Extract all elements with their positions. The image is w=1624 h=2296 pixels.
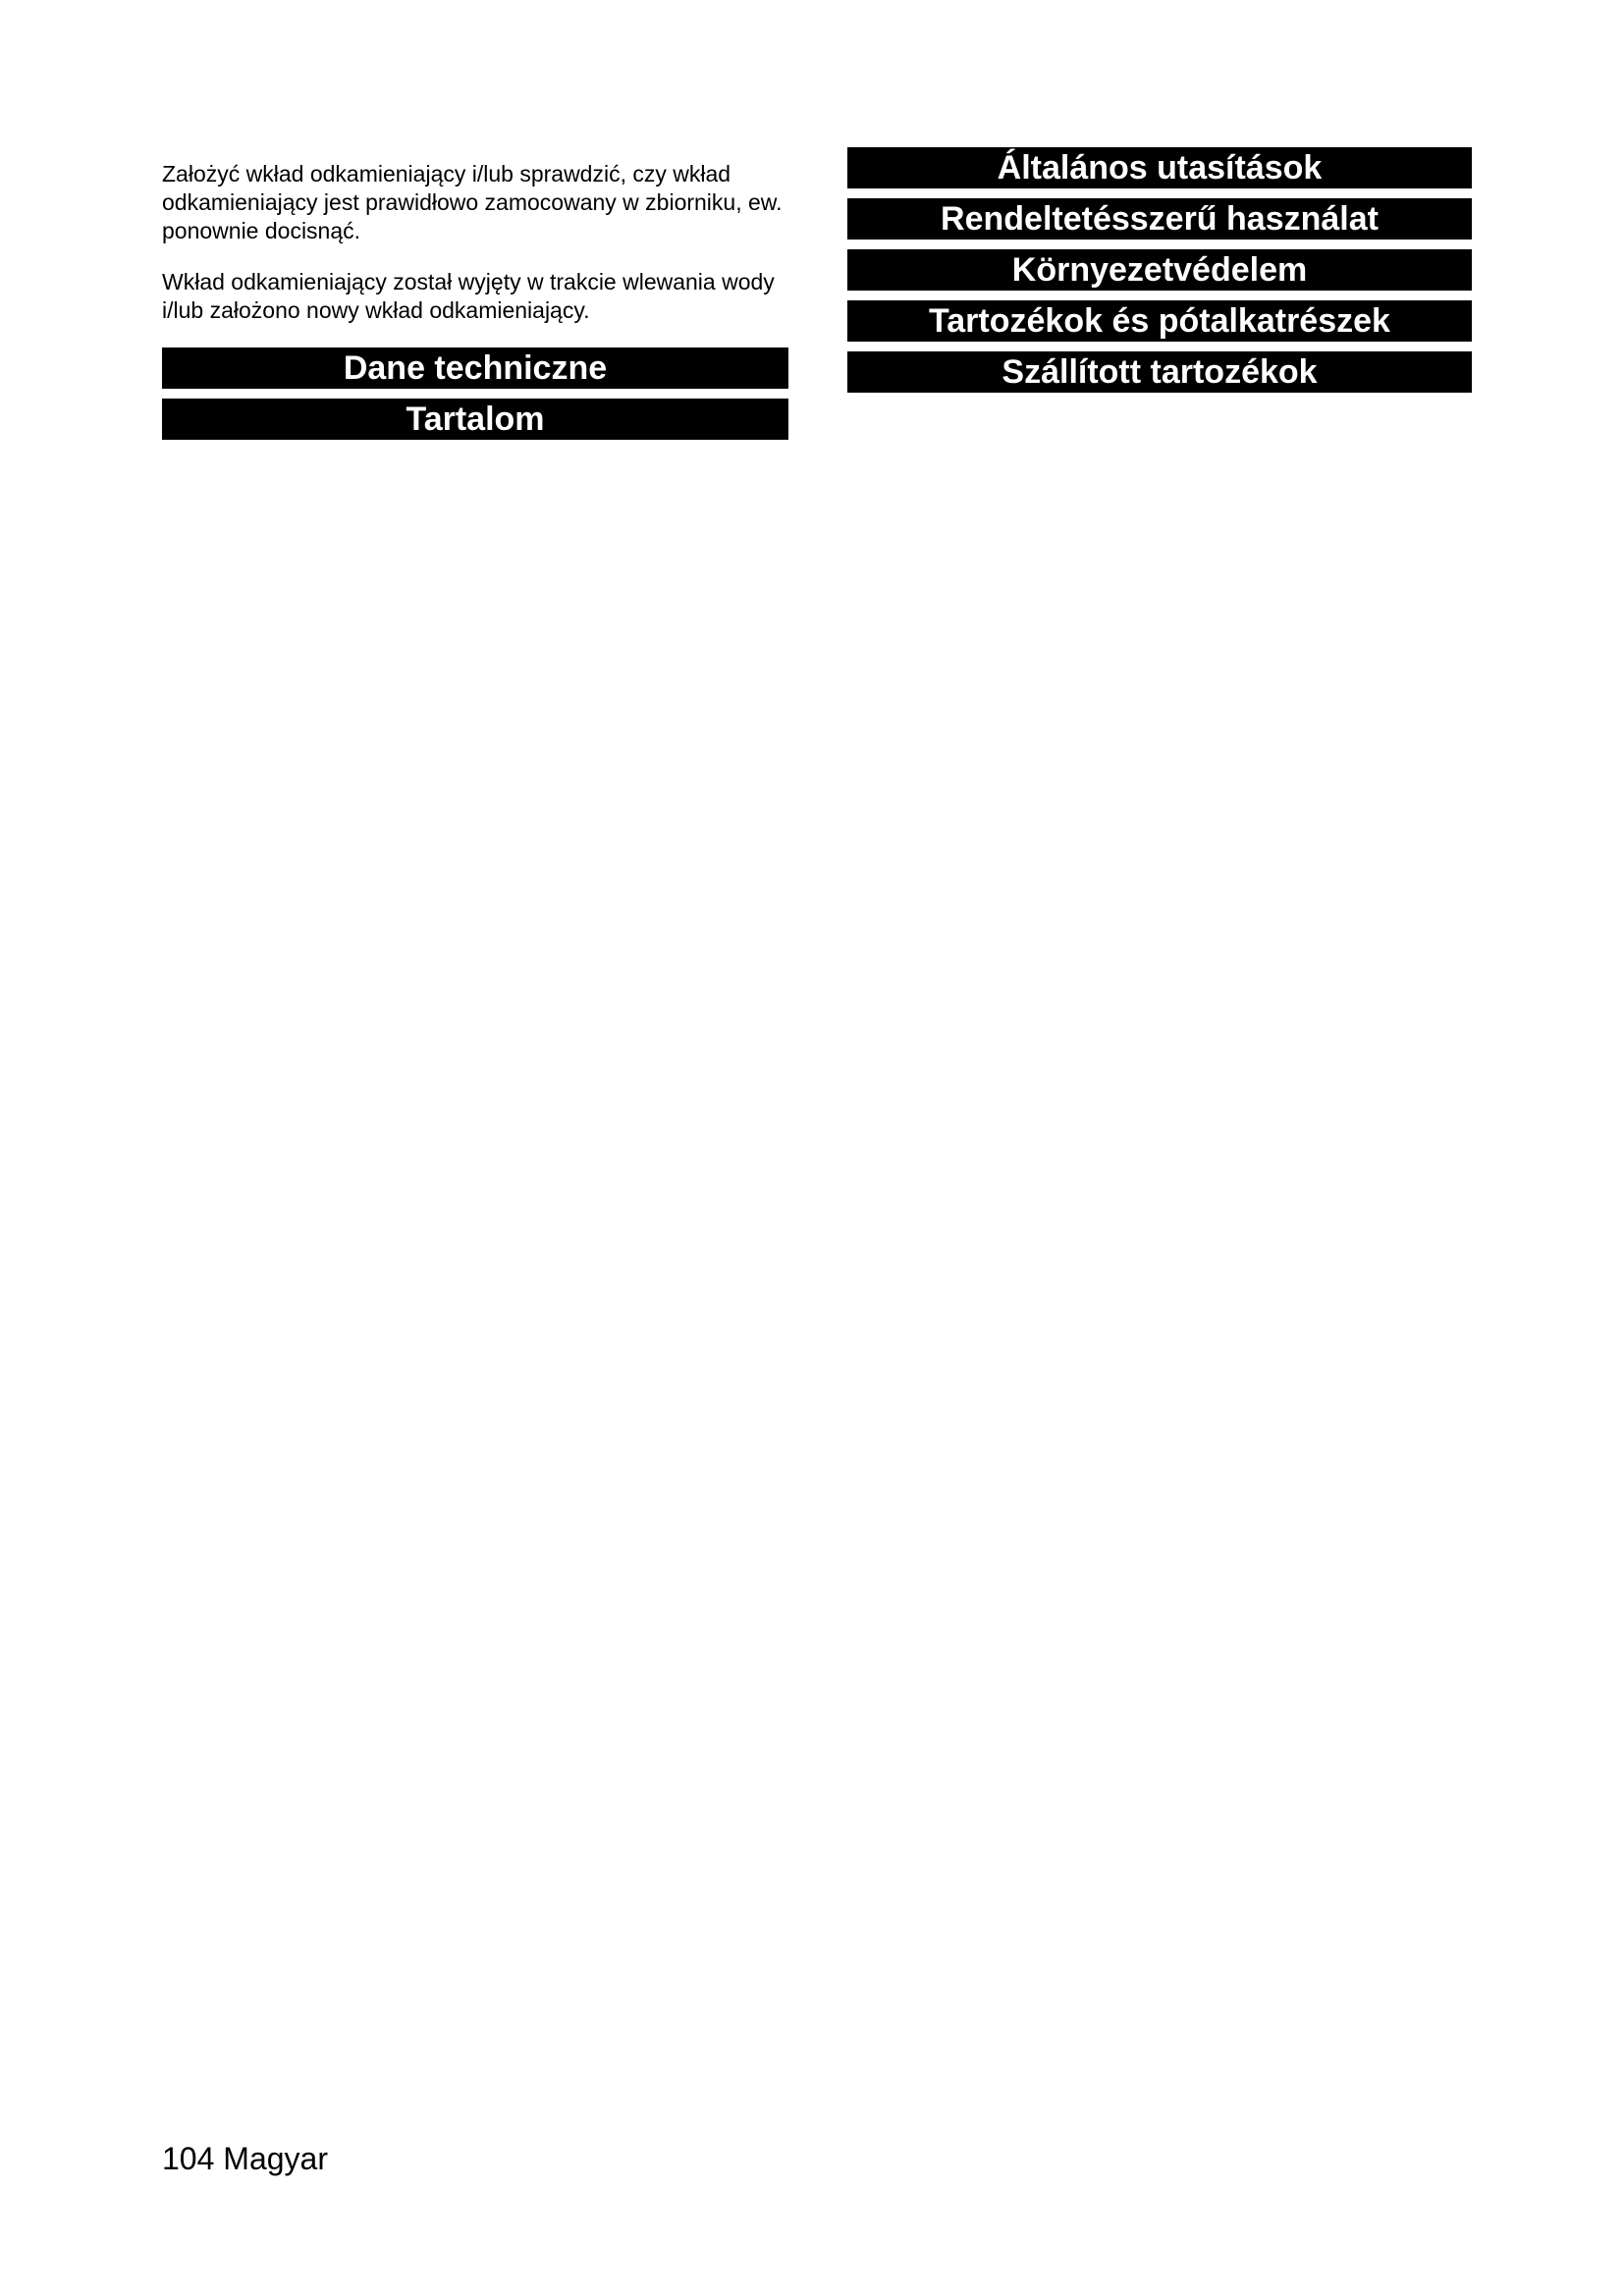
intro-1: Założyć wkład odkamieniający i/lub sprawdzić, czy wkład odkamieniający jest prawidłowo zamocowany w zbiorniku, ew. ponownie docisnąć.: [162, 161, 783, 243]
kornyezet-title: Környezetvédelem: [847, 249, 1472, 291]
page-number: 104: [162, 2141, 215, 2176]
szallitott-title: Szállított tartozékok: [847, 351, 1472, 393]
right-column: [847, 137, 1472, 397]
rendelt-title: Rendeltetésszerű használat: [847, 198, 1472, 240]
dane-title: Dane techniczne: [162, 347, 788, 389]
left-column: [162, 137, 788, 444]
tartozekok-title: Tartozékok és pótalkatrészek: [847, 300, 1472, 342]
tartalom-title: Tartalom: [162, 399, 788, 440]
page-footer: [162, 2141, 328, 2176]
language: Magyar: [223, 2141, 328, 2176]
intro-2: Wkład odkamieniający został wyjęty w trakcie wlewania wody i/lub założono nowy wkład odkamieniający.: [162, 269, 775, 323]
altalanos-title: Általános utasítások: [847, 147, 1472, 188]
